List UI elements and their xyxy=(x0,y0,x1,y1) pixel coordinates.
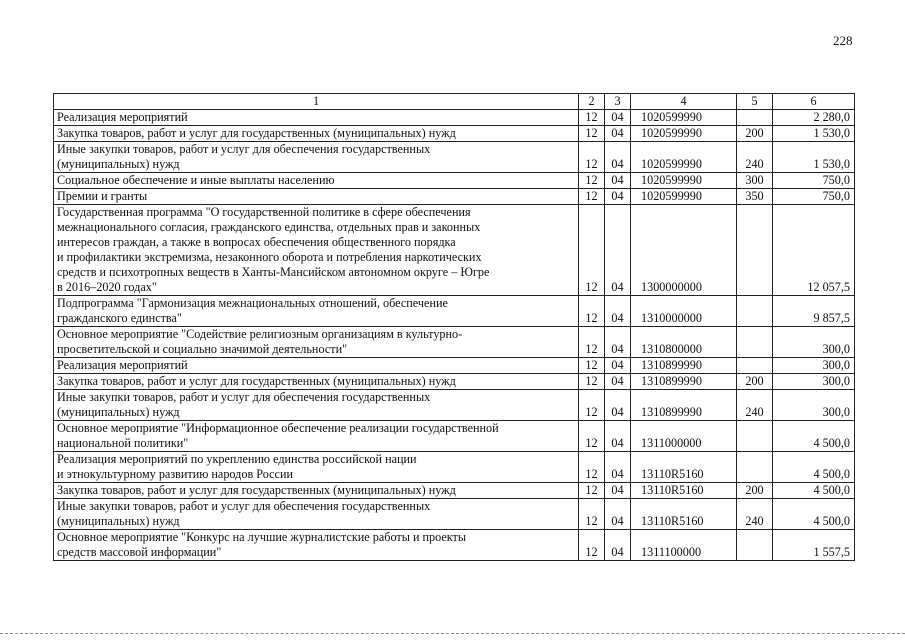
expense-type-cell: 350 xyxy=(737,189,773,205)
amount-cell: 1 530,0 xyxy=(773,126,855,142)
table-row xyxy=(54,189,855,205)
amount-cell: 750,0 xyxy=(773,189,855,205)
section-cell: 12 xyxy=(579,374,605,390)
subsection-cell: 04 xyxy=(605,499,631,530)
subsection-cell: 04 xyxy=(605,374,631,390)
target-article-cell: 1311000000 xyxy=(631,421,737,452)
table-row xyxy=(54,483,855,499)
section-cell: 12 xyxy=(579,390,605,421)
table-row xyxy=(54,530,855,561)
target-article-cell: 1020599990 xyxy=(631,110,737,126)
amount-cell: 4 500,0 xyxy=(773,452,855,483)
amount-cell: 300,0 xyxy=(773,390,855,421)
table-row xyxy=(54,358,855,374)
name-cell: Закупка товаров, работ и услуг для государственных (муниципальных) нужд xyxy=(54,374,579,390)
budget-table xyxy=(53,93,855,561)
name-cell: Иные закупки товаров, работ и услуг для обеспечения государственных (муниципальных) нужд xyxy=(54,142,579,173)
subsection-cell: 04 xyxy=(605,530,631,561)
section-cell: 12 xyxy=(579,327,605,358)
section-cell: 12 xyxy=(579,421,605,452)
table-row xyxy=(54,126,855,142)
table-row xyxy=(54,327,855,358)
expense-type-cell: 200 xyxy=(737,126,773,142)
name-cell: Иные закупки товаров, работ и услуг для обеспечения государственных (муниципальных) нужд xyxy=(54,499,579,530)
table-row xyxy=(54,205,855,296)
header-cell-6: 6 xyxy=(773,94,855,110)
expense-type-cell: 200 xyxy=(737,374,773,390)
header-cell-4: 4 xyxy=(631,94,737,110)
subsection-cell: 04 xyxy=(605,452,631,483)
target-article-cell: 1020599990 xyxy=(631,126,737,142)
section-cell: 12 xyxy=(579,173,605,189)
name-cell: Закупка товаров, работ и услуг для государственных (муниципальных) нужд xyxy=(54,483,579,499)
name-cell: Реализация мероприятий по укреплению единства российской нации и этнокультурному развитию народов России xyxy=(54,452,579,483)
amount-cell: 4 500,0 xyxy=(773,499,855,530)
amount-cell: 12 057,5 xyxy=(773,205,855,296)
amount-cell: 1 557,5 xyxy=(773,530,855,561)
section-cell: 12 xyxy=(579,530,605,561)
subsection-cell: 04 xyxy=(605,189,631,205)
header-cell-2: 2 xyxy=(579,94,605,110)
target-article-cell: 1310899990 xyxy=(631,374,737,390)
subsection-cell: 04 xyxy=(605,142,631,173)
table-row xyxy=(54,173,855,189)
expense-type-cell xyxy=(737,452,773,483)
amount-cell: 4 500,0 xyxy=(773,421,855,452)
subsection-cell: 04 xyxy=(605,110,631,126)
subsection-cell: 04 xyxy=(605,205,631,296)
table-row xyxy=(54,142,855,173)
name-cell: Закупка товаров, работ и услуг для государственных (муниципальных) нужд xyxy=(54,126,579,142)
expense-type-cell: 300 xyxy=(737,173,773,189)
name-cell: Премии и гранты xyxy=(54,189,579,205)
table-row xyxy=(54,296,855,327)
amount-cell: 1 530,0 xyxy=(773,142,855,173)
target-article-cell: 1310899990 xyxy=(631,358,737,374)
subsection-cell: 04 xyxy=(605,390,631,421)
target-article-cell: 1310000000 xyxy=(631,296,737,327)
table-row xyxy=(54,374,855,390)
subsection-cell: 04 xyxy=(605,296,631,327)
amount-cell: 2 280,0 xyxy=(773,110,855,126)
expense-type-cell: 240 xyxy=(737,142,773,173)
section-cell: 12 xyxy=(579,142,605,173)
subsection-cell: 04 xyxy=(605,173,631,189)
section-cell: 12 xyxy=(579,126,605,142)
expense-type-cell xyxy=(737,327,773,358)
target-article-cell: 1020599990 xyxy=(631,173,737,189)
page-number: 228 xyxy=(833,33,853,48)
amount-cell: 4 500,0 xyxy=(773,483,855,499)
target-article-cell: 1310800000 xyxy=(631,327,737,358)
amount-cell: 750,0 xyxy=(773,173,855,189)
name-cell: Иные закупки товаров, работ и услуг для обеспечения государственных (муниципальных) нужд xyxy=(54,390,579,421)
expense-type-cell xyxy=(737,296,773,327)
name-cell: Подпрограмма "Гармонизация межнациональных отношений, обеспечение гражданского единства" xyxy=(54,296,579,327)
table-row xyxy=(54,390,855,421)
section-cell: 12 xyxy=(579,358,605,374)
subsection-cell: 04 xyxy=(605,327,631,358)
table-row xyxy=(54,110,855,126)
header-cell-5: 5 xyxy=(737,94,773,110)
name-cell: Государственная программа "О государственной политике в сфере обеспечения межнационального согласия, гражданского единства, отдельных прав и законных интересов граждан, а также в вопросах обеспечения общественного порядка и профилактики экстремизма, незаконного оборота и потребления наркотических средств и психотропных веществ в Ханты-Мансийском автономном округе – Югре в 2016–2020 годах" xyxy=(54,205,579,296)
target-article-cell: 1310899990 xyxy=(631,390,737,421)
header-cell-1: 1 xyxy=(54,94,579,110)
section-cell: 12 xyxy=(579,205,605,296)
target-article-cell: 13110R5160 xyxy=(631,452,737,483)
amount-cell: 300,0 xyxy=(773,358,855,374)
section-cell: 12 xyxy=(579,483,605,499)
expense-type-cell xyxy=(737,421,773,452)
header-cell-3: 3 xyxy=(605,94,631,110)
table-row xyxy=(54,421,855,452)
section-cell: 12 xyxy=(579,452,605,483)
expense-type-cell xyxy=(737,358,773,374)
name-cell: Основное мероприятие "Конкурс на лучшие журналистские работы и проекты средств массовой информации" xyxy=(54,530,579,561)
expense-type-cell xyxy=(737,530,773,561)
table-row xyxy=(54,499,855,530)
name-cell: Основное мероприятие "Содействие религиозным организациям в культурно- просветительской и социально значимой деятельности" xyxy=(54,327,579,358)
section-cell: 12 xyxy=(579,296,605,327)
target-article-cell: 13110R5160 xyxy=(631,499,737,530)
amount-cell: 300,0 xyxy=(773,374,855,390)
subsection-cell: 04 xyxy=(605,126,631,142)
section-cell: 12 xyxy=(579,499,605,530)
name-cell: Социальное обеспечение и иные выплаты населению xyxy=(54,173,579,189)
expense-type-cell: 240 xyxy=(737,499,773,530)
target-article-cell: 1020599990 xyxy=(631,189,737,205)
subsection-cell: 04 xyxy=(605,358,631,374)
header-row xyxy=(54,94,855,110)
section-cell: 12 xyxy=(579,110,605,126)
expense-type-cell: 200 xyxy=(737,483,773,499)
name-cell: Реализация мероприятий xyxy=(54,110,579,126)
target-article-cell: 1300000000 xyxy=(631,205,737,296)
page-bottom-edge xyxy=(0,633,905,634)
amount-cell: 300,0 xyxy=(773,327,855,358)
amount-cell: 9 857,5 xyxy=(773,296,855,327)
subsection-cell: 04 xyxy=(605,483,631,499)
target-article-cell: 13110R5160 xyxy=(631,483,737,499)
expense-type-cell: 240 xyxy=(737,390,773,421)
section-cell: 12 xyxy=(579,189,605,205)
target-article-cell: 1020599990 xyxy=(631,142,737,173)
subsection-cell: 04 xyxy=(605,421,631,452)
expense-type-cell xyxy=(737,110,773,126)
name-cell: Основное мероприятие "Информационное обеспечение реализации государственной национальной политики" xyxy=(54,421,579,452)
expense-type-cell xyxy=(737,205,773,296)
name-cell: Реализация мероприятий xyxy=(54,358,579,374)
table-row xyxy=(54,452,855,483)
target-article-cell: 1311100000 xyxy=(631,530,737,561)
